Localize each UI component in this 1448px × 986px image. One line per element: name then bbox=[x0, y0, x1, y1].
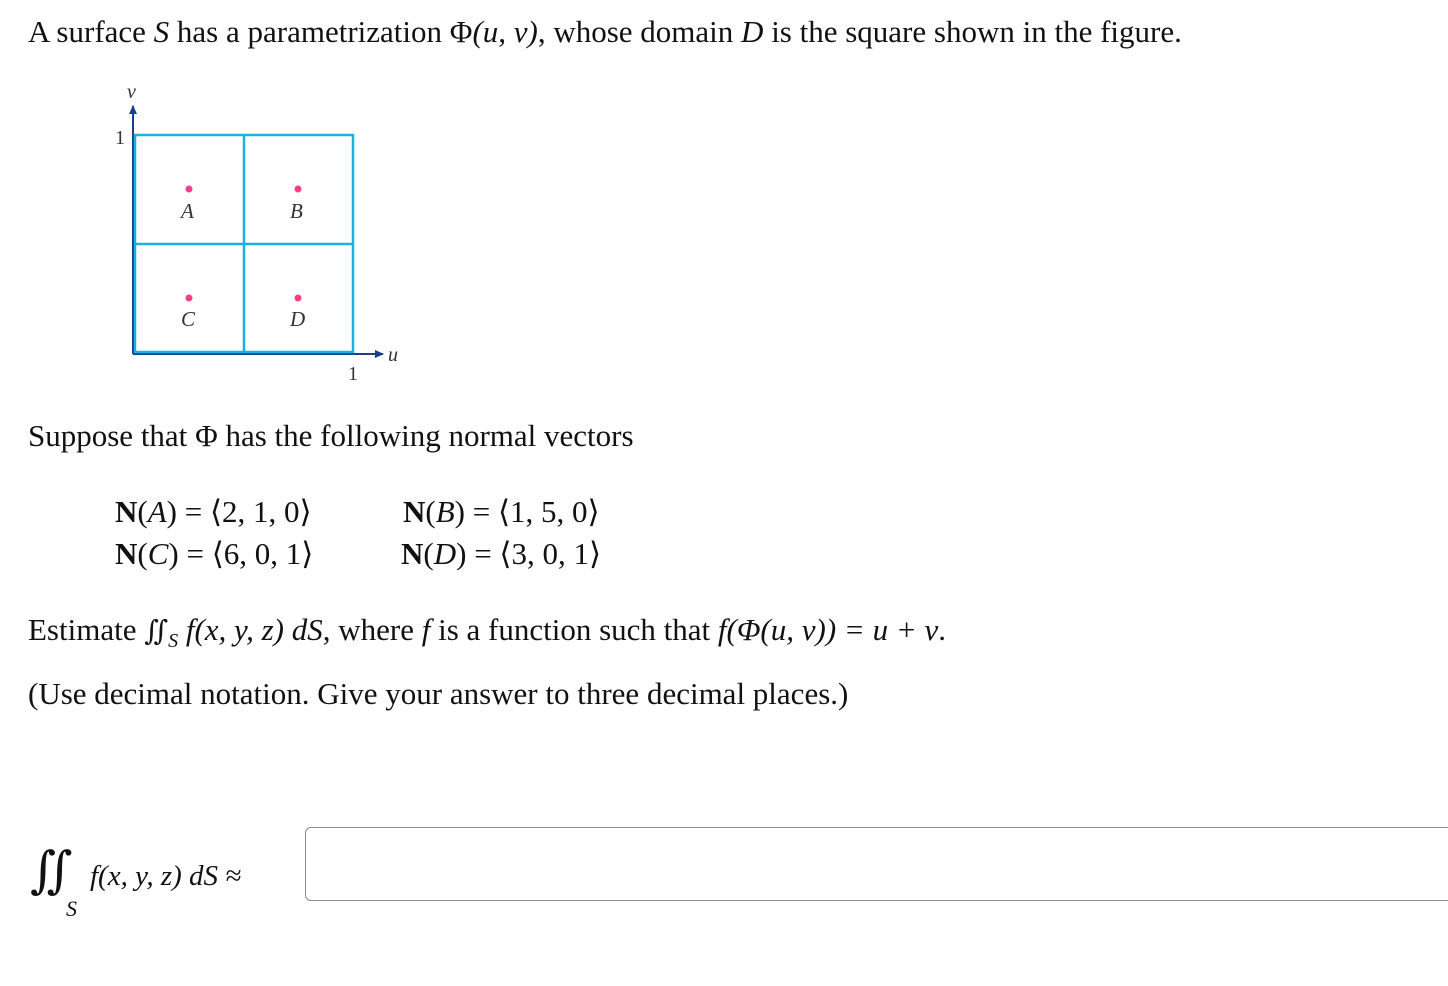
normals-intro-part: Suppose that bbox=[28, 418, 196, 453]
normal-NA: N(A) = ⟨2, 1, 0⟩ bbox=[115, 494, 312, 529]
point-B bbox=[295, 186, 302, 193]
answer-expression: f(x, y, z) dS ≈ bbox=[90, 860, 242, 892]
normal-symbol: N bbox=[115, 494, 138, 529]
phi-symbol: Φ bbox=[195, 418, 218, 453]
estimate-part: Estimate bbox=[28, 612, 145, 647]
normal-ND: N(D) = ⟨3, 0, 1⟩ bbox=[401, 536, 602, 571]
normal-NB: N(B) = ⟨1, 5, 0⟩ bbox=[403, 494, 600, 529]
function-symbol: f bbox=[421, 612, 431, 647]
label-B: B bbox=[290, 199, 303, 223]
phi-symbol: Φ bbox=[449, 14, 473, 49]
surface-symbol: S bbox=[153, 14, 170, 49]
double-integral-symbol: ∬ bbox=[144, 616, 169, 647]
normal-symbol: N bbox=[115, 536, 138, 571]
v-tick-label: 1 bbox=[115, 127, 125, 149]
normal-value: = ⟨2, 1, 0⟩ bbox=[184, 494, 312, 529]
point-name: C bbox=[147, 536, 169, 571]
integrand: f(x, y, z) dS bbox=[178, 612, 323, 647]
point-D bbox=[295, 295, 302, 302]
normals-intro-part: has the following normal vectors bbox=[217, 418, 634, 453]
function-condition: f(Φ(u, v)) = u + v bbox=[717, 612, 939, 647]
estimate-part: is a function such that bbox=[430, 612, 718, 647]
normal-symbol: N bbox=[403, 494, 426, 529]
answer-input[interactable] bbox=[305, 827, 1448, 901]
estimate-text bbox=[28, 612, 946, 653]
instructions: (Use decimal notation. Give your answer to three decimal places.) bbox=[28, 676, 849, 711]
estimate-part: . bbox=[938, 612, 947, 647]
normal-symbol: N bbox=[401, 536, 424, 571]
point-A bbox=[186, 186, 193, 193]
integral-subscript: S bbox=[168, 630, 179, 653]
point-name: D bbox=[433, 536, 457, 571]
intro-part: , whose domain bbox=[537, 14, 742, 49]
normals-intro bbox=[28, 418, 634, 454]
point-name: B bbox=[435, 494, 455, 529]
intro-part: A surface bbox=[28, 14, 154, 49]
normal-value: = ⟨6, 0, 1⟩ bbox=[186, 536, 314, 571]
intro-part: is the square shown in the figure. bbox=[763, 14, 1182, 49]
estimate-part: , where bbox=[322, 612, 422, 647]
normal-value: = ⟨3, 0, 1⟩ bbox=[474, 536, 602, 571]
intro-text bbox=[28, 14, 1182, 50]
double-integral-symbol: ∬ bbox=[30, 842, 73, 898]
intro-part: has a parametrization bbox=[169, 14, 450, 49]
point-name: A bbox=[147, 494, 167, 529]
label-A: A bbox=[181, 199, 194, 223]
u-tick-label: 1 bbox=[348, 363, 358, 385]
point-C bbox=[186, 295, 193, 302]
label-C: C bbox=[181, 307, 196, 331]
u-axis-label: u bbox=[388, 344, 398, 366]
domain-symbol: D bbox=[741, 14, 764, 49]
uv-args: (u, v) bbox=[472, 14, 538, 49]
domain-figure bbox=[100, 78, 420, 388]
integral-subscript: S bbox=[66, 896, 77, 921]
normal-value: = ⟨1, 5, 0⟩ bbox=[472, 494, 600, 529]
label-D: D bbox=[290, 307, 306, 331]
normal-NC: N(C) = ⟨6, 0, 1⟩ bbox=[115, 536, 314, 571]
v-axis-label: v bbox=[127, 81, 136, 103]
